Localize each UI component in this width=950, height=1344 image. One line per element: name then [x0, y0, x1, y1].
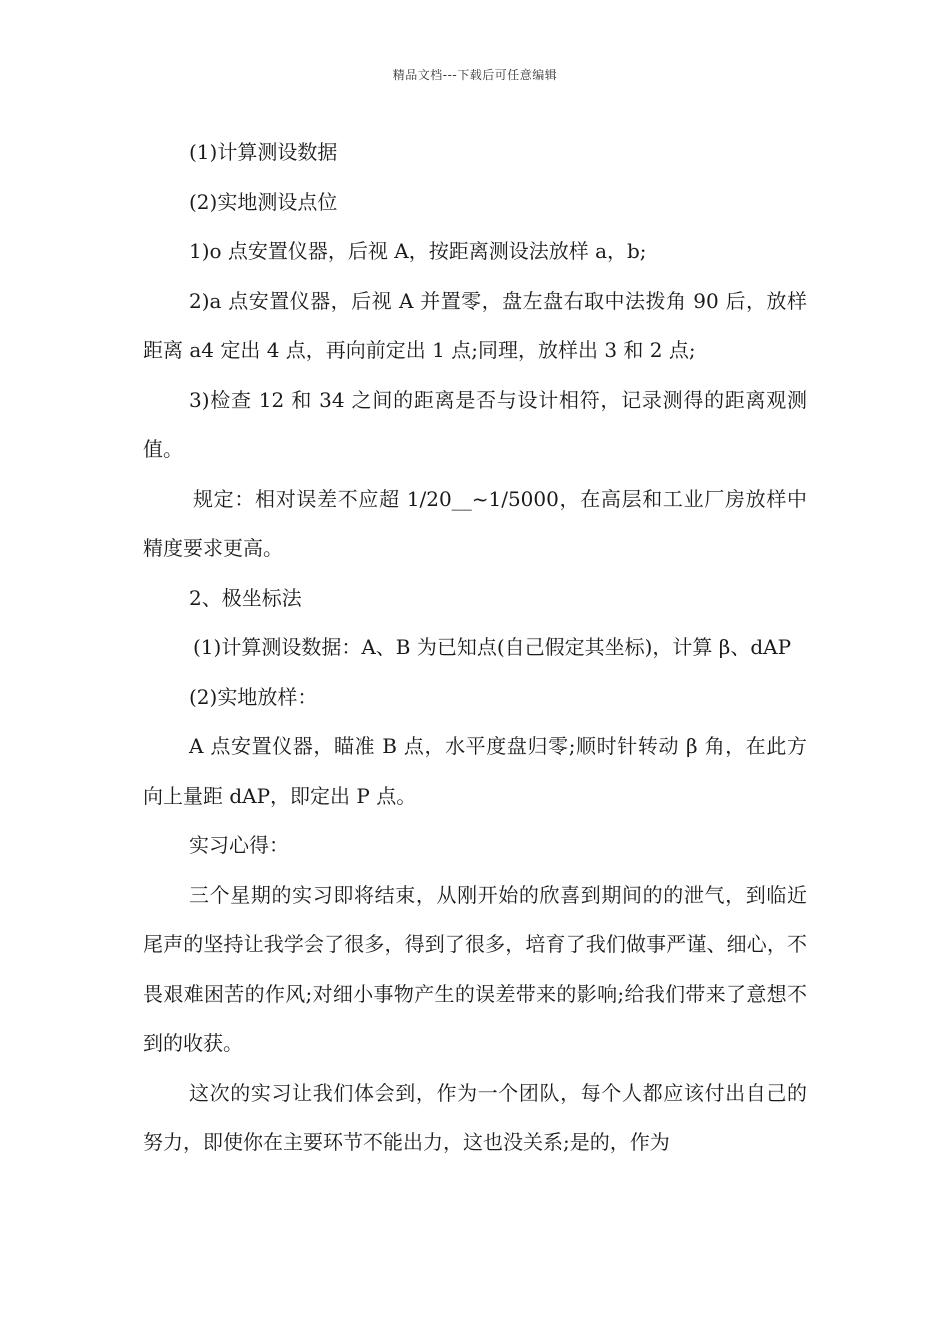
paragraph-step-1: 1)o 点安置仪器，后视 A，按距离测设法放样 a，b; [189, 239, 647, 263]
section-heading-reflection: 实习心得： [189, 833, 289, 857]
paragraph-field-setout: (2)实地测设点位 [189, 189, 338, 214]
section-heading-polar: 2、极坐标法 [189, 585, 302, 610]
paragraph-polar-field: (2)实地放样： [189, 684, 318, 709]
paragraph-reflection-1: 三个星期的实习即将结束，从刚开始的欣喜到期间的的泄气，到临近尾声的坚持让我学会了很多，得到了很多，培育了我们做事严谨、细心，不畏艰难困苦的作风;对细小事物产生的误差带来的影响;给我们带来了意想不到的收获。 [143, 882, 807, 1055]
document-body [143, 128, 807, 1168]
paragraph-polar-procedure: A 点安置仪器，瞄准 B 点，水平度盘归零;顺时针转动 β 角，在此方向上量距 dAP，即定出 P 点。 [143, 734, 807, 808]
paragraph-step-3: 3)检查 12 和 34 之间的距离是否与设计相符，记录测得的距离观测值。 [143, 387, 807, 461]
paragraph-regulation: 规定：相对误差不应超 1/20__~1/5000，在高层和工业厂房放样中精度要求更高。 [143, 486, 807, 560]
paragraph-step-2: 2)a 点安置仪器，后视 A 并置零，盘左盘右取中法拨角 90 后，放样距离 a4 定出 4 点，再向前定出 1 点;同理，放样出 3 和 2 点; [143, 288, 807, 362]
paragraph-polar-calc: (1)计算测设数据：A、B 为已知点(自己假定其坐标)，计算 β、dAP [193, 635, 792, 659]
page-header: 精品文档---下载后可任意编辑 [392, 68, 558, 82]
paragraph-reflection-2: 这次的实习让我们体会到，作为一个团队，每个人都应该付出自己的努力，即使你在主要环节不能出力，这也没关系;是的，作为 [143, 1080, 807, 1154]
paragraph-calc-data: (1)计算测设数据 [189, 140, 338, 164]
